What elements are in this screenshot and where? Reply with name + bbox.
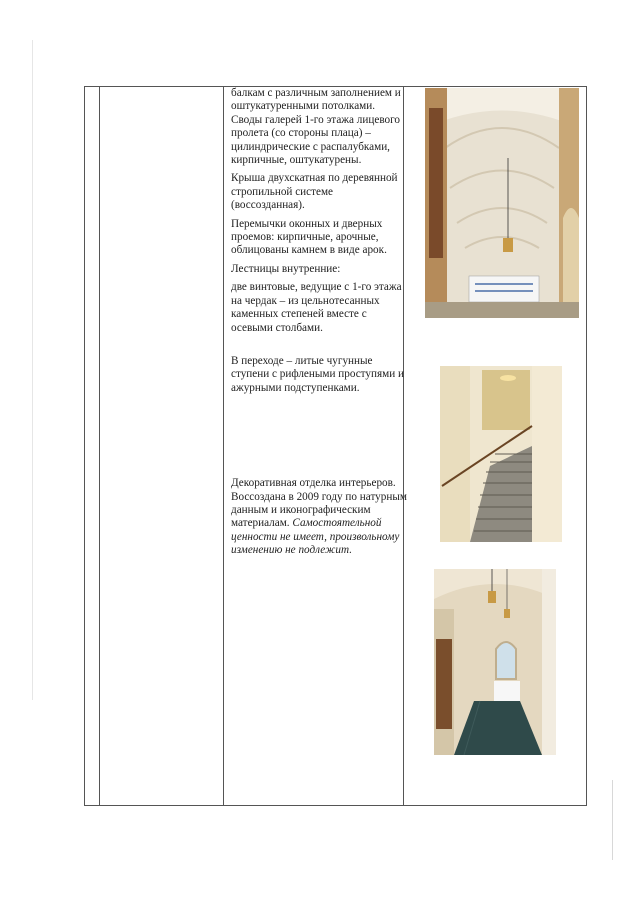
paragraph-vaults: балкам с различным заполнением и оштукатуренными потолками. Своды галерей 1-го этажа лицевого пролета (со стороны плаца) – цилиндрические с распалубками, кирпичные, оштукатурены. — [231, 87, 401, 167]
photo-staircase — [440, 366, 562, 542]
column-divider-1 — [99, 87, 100, 805]
column-divider-2 — [223, 87, 224, 805]
scan-edge-right — [612, 780, 613, 860]
photo-staircase-image — [440, 366, 562, 542]
paragraph-stairs-heading: Лестницы внутренние: — [231, 262, 341, 275]
decor-text: Декоративная отделка интерьеров. Воссоздана в 2009 году по натурным данным и иконографическим материалам. — [231, 477, 407, 530]
paragraph-roof: Крыша двухскатная по деревянной стропильной системе (воссозданная). — [231, 172, 398, 212]
photo-gallery-vaults — [425, 88, 579, 318]
photo-interior-corridor-image — [434, 569, 556, 755]
description-column — [231, 87, 407, 558]
scan-edge-left — [32, 40, 33, 700]
decor-note-italic: Самостоятельной ценности не имеет, произвольному изменению не подлежит. — [231, 517, 400, 557]
paragraph-lintels: Перемычки оконных и дверных проемов: кирпичные, арочные, облицованы камнем в виде арок. — [231, 217, 387, 257]
paragraph-spiral-stairs: две винтовые, ведущие с 1-го этажа на чердак – из цельнотесанных каменных степеней вместе с осевыми столбами. — [231, 281, 402, 334]
paragraph-cast-iron-stairs: В переходе – литые чугунные ступени с рифлеными проступями и ажурными подступенками. — [231, 354, 404, 394]
paragraph-decor — [231, 477, 407, 557]
photo-interior-corridor — [434, 569, 556, 755]
photo-gallery-vaults-image — [425, 88, 579, 318]
